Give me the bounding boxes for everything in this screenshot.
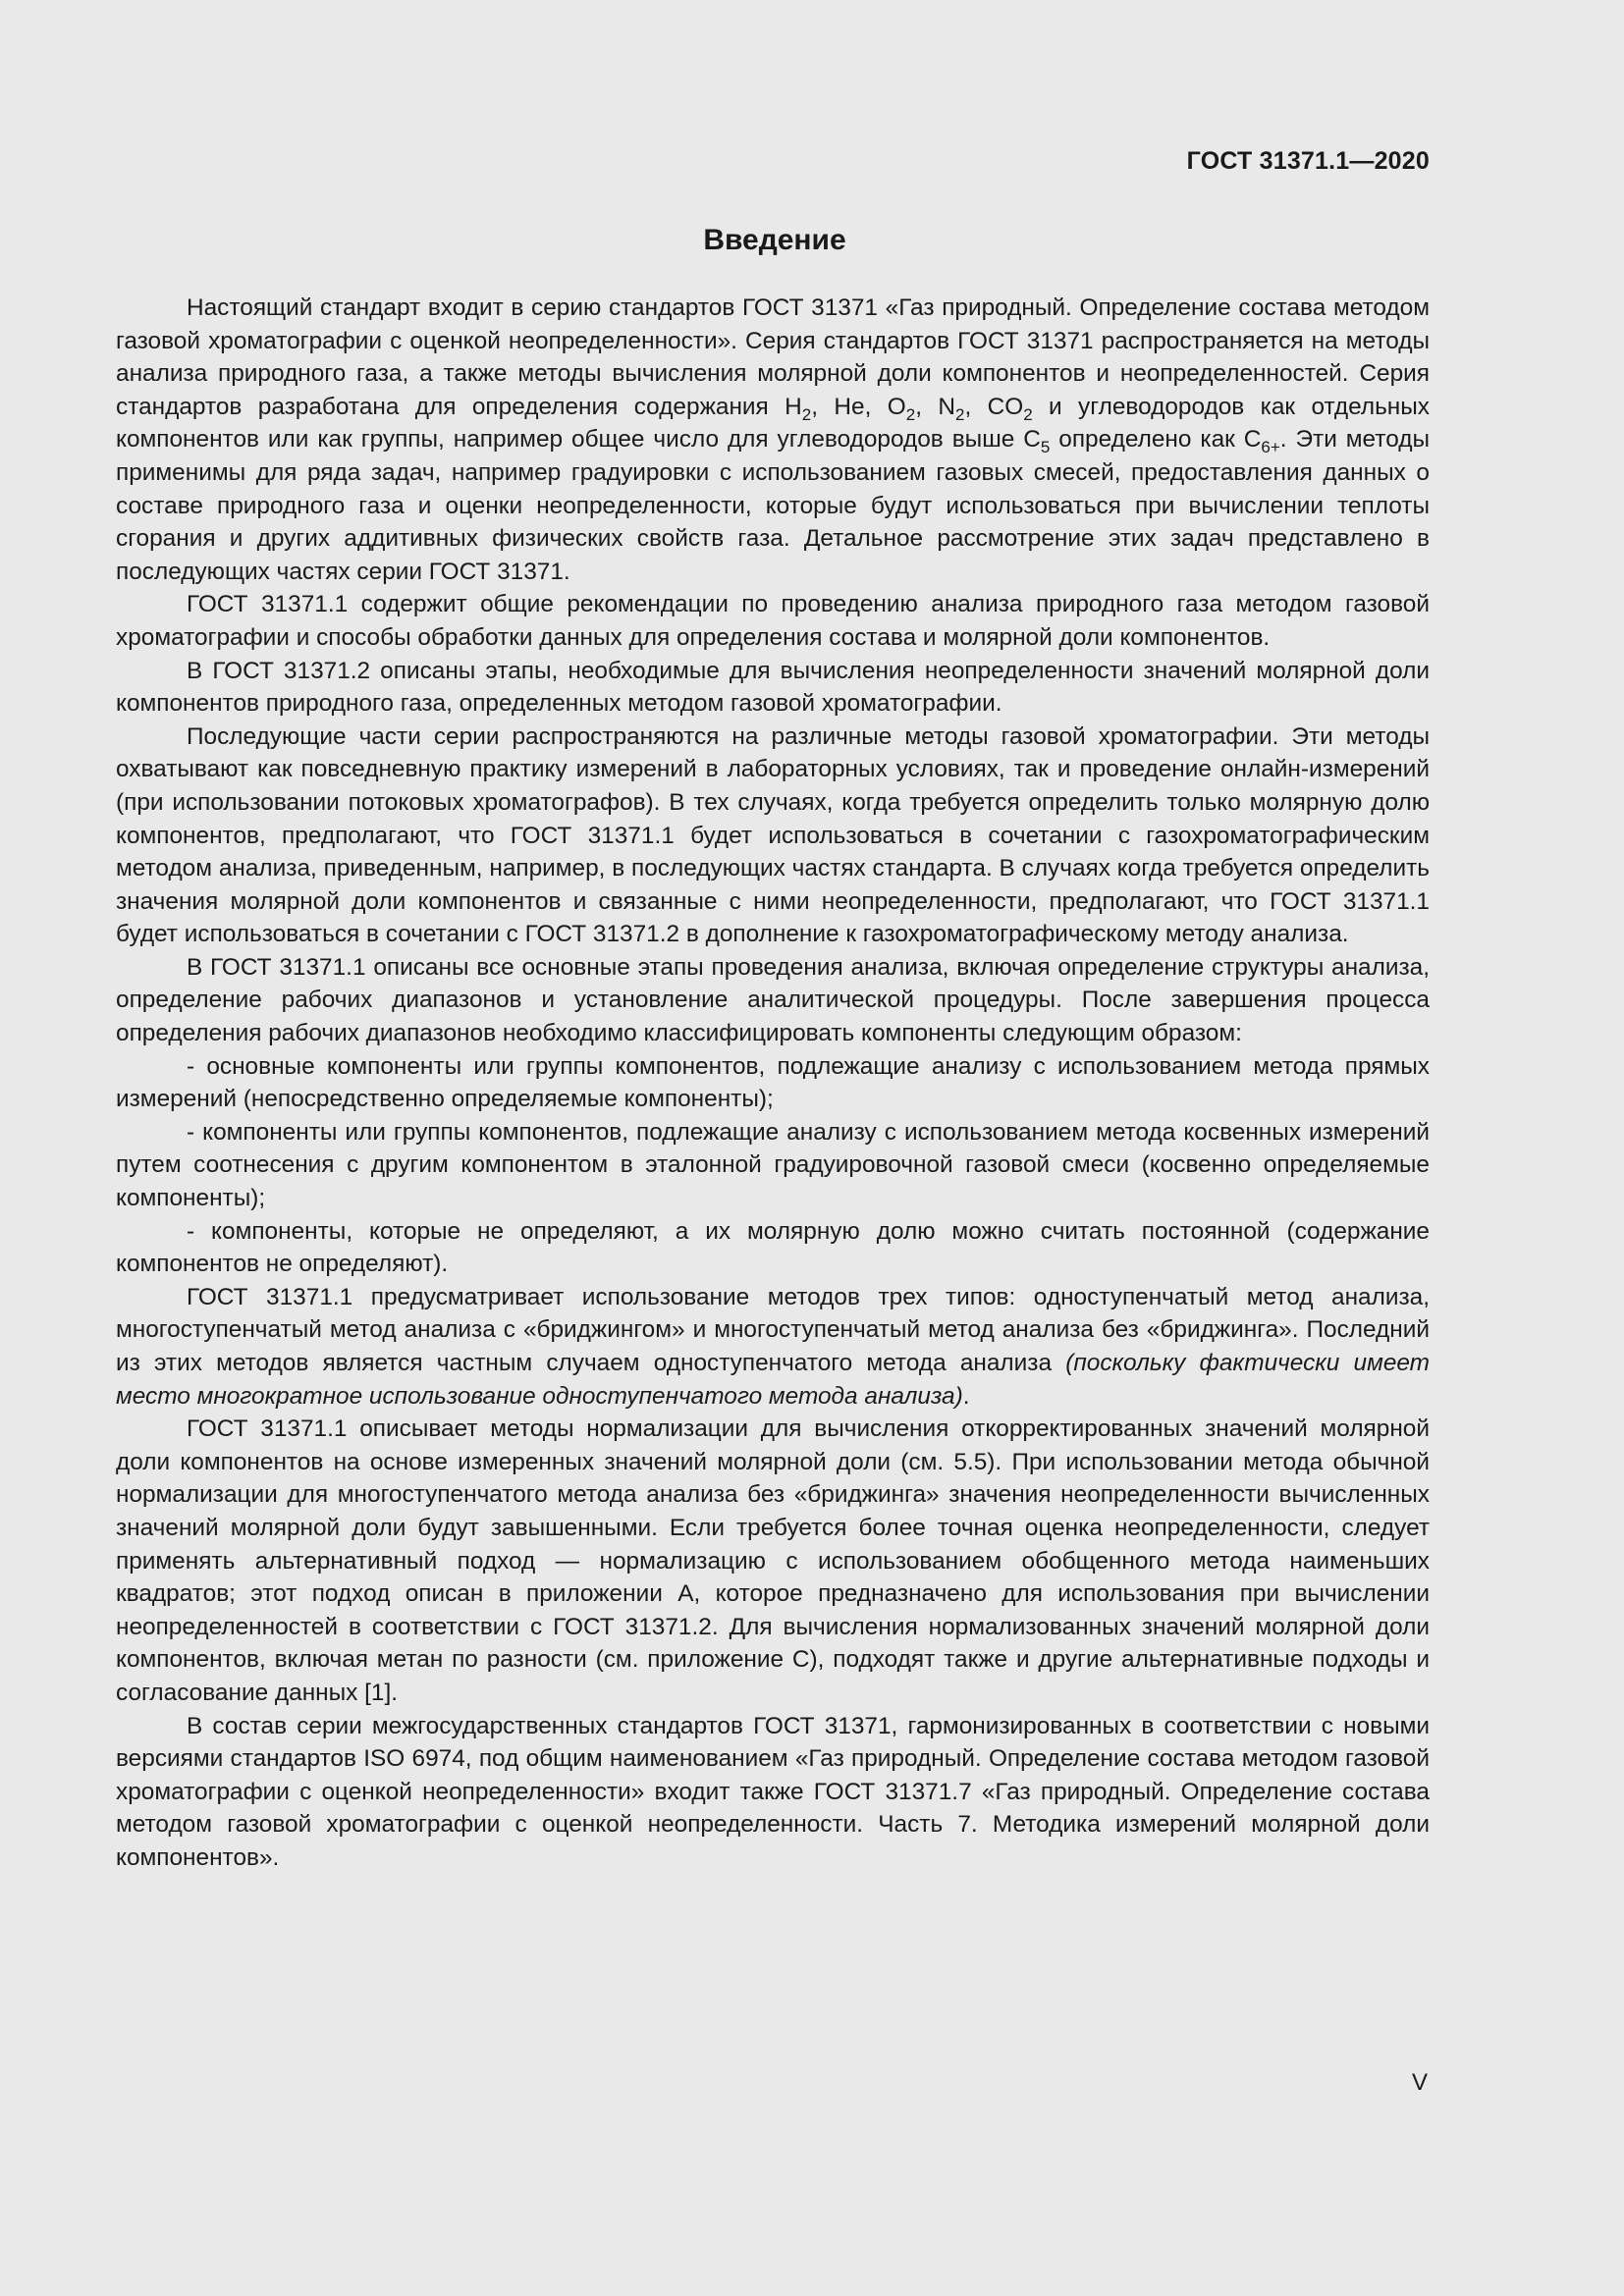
- section-title: Введение: [703, 224, 846, 256]
- paragraph-11: В состав серии межгосударственных стандартов ГОСТ 31371, гармонизированных в соответствии с новыми версиями стандартов ISO 6974, под общим наименованием «Газ природный. Определение состава методом газовой хроматографии с оценкой неопределенности» входит также ГОСТ 31371.7 «Газ природный. Определение состава методом газовой хроматографии с оценкой неопределенности. Часть 7. Методика измерений молярной доли компонентов».: [116, 1712, 1430, 1871]
- document-code-header: ГОСТ 31371.1—2020: [1186, 147, 1430, 175]
- list-item-indirect-components: - компоненты или группы компонентов, подлежащие анализу с использованием метода косвенных измерений путем соотнесения с другим компонентом в эталонной градуировочной газовой смеси (косвенно определяемые компоненты);: [116, 1118, 1430, 1212]
- paragraph-1: Настоящий стандарт входит в серию стандартов ГОСТ 31371 «Газ природный. Определение состава методом газовой хроматографии с оценкой неопределенности». Серия стандартов ГОСТ 31371 распространяется на методы анализа природного газа, а также методы вычисления молярной доли компонентов и неопределенностей. Серия стандартов разработана для определения содержания $H_2$, He, $O_2$, $N_2$, $CO_2$ и углеводородов как отдельных компонентов или как группы, например общее число для углеводородов выше $C_5$ определено как $C_{6+}$. Эти методы применимы для ряда задач, например градуировки с использованием газовых смесей, предоставления данных о составе природного газа и оценки неопределенности, которые будут использоваться при вычислении теплоты сгорания и других аддитивных физических свойств газа. Детальное рассмотрение этих задач представлено в последующих частях серии ГОСТ 31371.: [116, 294, 1430, 585]
- paragraph-10: ГОСТ 31371.1 описывает методы нормализации для вычисления откорректированных значений молярной доли компонентов на основе измеренных значений молярной доли (см. 5.5). При использовании метода обычной нормализации для многоступенчатого метода анализа без «бриджинга» значения неопределенности вычисленных значений молярной доли будут завышенными. Если требуется более точная оценка неопределенности, следует применять альтернативный подход — нормализацию с использованием обобщенного метода наименьших квадратов; этот подход описан в приложении А, которое предназначено для использования при вычислении неопределенностей в соответствии с ГОСТ 31371.2. Для вычисления нормализованных значений молярной доли компонентов, включая метан по разности (см. приложение С), подходят также и другие альтернативные подходы и согласование данных [1].: [116, 1415, 1430, 1706]
- paragraph-4: Последующие части серии распространяются на различные методы газовой хроматографии. Эти методы охватывают как повседневную практику измерений в лабораторных условиях, так и проведение онлайн-измерений (при использовании потоковых хроматографов). В тех случаях, когда требуется определить только молярную долю компонентов, предполагают, что ГОСТ 31371.1 будет использоваться в сочетании с газохроматографическим методом анализа, приведенным, например, в последующих частях стандарта. В случаях когда требуется определить значения молярной доли компонентов и связанные с ними неопределенности, предполагают, что ГОСТ 31371.1 будет использоваться в сочетании с ГОСТ 31371.2 в дополнение к газохроматографическому методу анализа.: [116, 722, 1430, 948]
- paragraph-2: ГОСТ 31371.1 содержит общие рекомендации по проведению анализа природного газа методом газовой хроматографии и способы обработки данных для определения состава и молярной доли компонентов.: [116, 591, 1430, 651]
- body-text: [116, 292, 1430, 1875]
- page-number: V: [1411, 2069, 1428, 2096]
- paragraph-5: В ГОСТ 31371.1 описаны все основные этапы проведения анализа, включая определение структуры анализа, определение рабочих диапазонов и установление аналитической процедуры. После завершения процесса определения рабочих диапазонов необходимо классифицировать компоненты следующим образом:: [116, 953, 1430, 1047]
- paragraph-9: ГОСТ 31371.1 предусматривает использование методов трех типов: одноступенчатый метод анализа, многоступенчатый метод анализа с «бриджингом» и многоступенчатый метод анализа без «бриджинга». Последний из этих методов является частным случаем одноступенчатого метода анализа (поскольку фактически имеет место многократное использование одноступенчатого метода анализа).: [116, 1283, 1430, 1410]
- list-item-direct-components: - основные компоненты или группы компонентов, подлежащие анализу с использованием метода прямых измерений (непосредственно определяемые компоненты);: [116, 1052, 1430, 1113]
- list-item-undetermined-components: - компоненты, которые не определяют, а их молярную долю можно считать постоянной (содержание компонентов не определяют).: [116, 1217, 1430, 1278]
- paragraph-3: В ГОСТ 31371.2 описаны этапы, необходимые для вычисления неопределенности значений молярной доли компонентов природного газа, определенных методом газовой хроматографии.: [116, 657, 1430, 718]
